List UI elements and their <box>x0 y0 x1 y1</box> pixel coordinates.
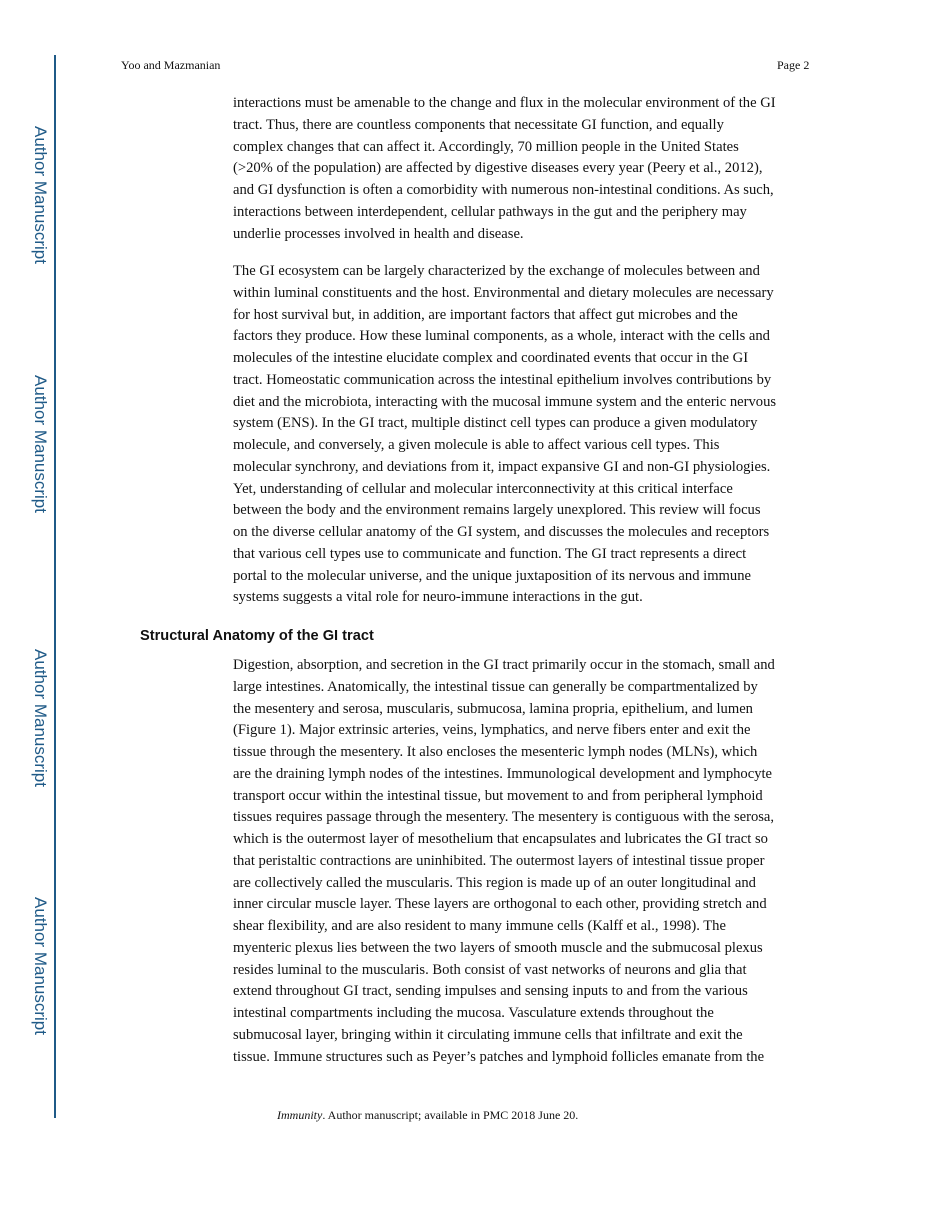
text-line: molecular synchrony, and deviations from it, impact expansive GI and non-GI physiologies. <box>233 458 771 475</box>
text-line: (>20% of the population) are affected by digestive diseases every year (Peery et al., 2012), <box>233 160 763 177</box>
footer-text: . Author manuscript; available in PMC 2018 June 20. <box>322 1108 579 1122</box>
page-number: Page 2 <box>777 58 810 72</box>
text-line: that various cell types use to communicate and function. The GI tract represents a direct <box>233 545 747 562</box>
paragraph-3 <box>233 655 775 1068</box>
text-line: system (ENS). In the GI tract, multiple distinct cell types can produce a given modulatory <box>233 415 758 432</box>
text-line: inner circular muscle layer. These layers are orthogonal to each other, providing stretch and <box>233 896 767 913</box>
text-line: systems suggests a vital role for neuro-immune interactions in the gut. <box>233 589 643 606</box>
text-line: factors they produce. How these luminal components, as a whole, interact with the cells and <box>233 328 770 345</box>
paragraph-2 <box>233 261 776 609</box>
text-line: The GI ecosystem can be largely characterized by the exchange of molecules between and <box>233 263 760 279</box>
text-line: between the body and the environment remains largely unexplored. This review will focus <box>233 502 761 519</box>
sidebar-label-text: Author Manuscript <box>31 897 50 1035</box>
footer-journal: Immunity <box>277 1108 323 1122</box>
text-line: tract. Homeostatic communication across the intestinal epithelium involves contributions by <box>233 371 772 388</box>
text-line: large intestines. Anatomically, the intestinal tissue can generally be compartmentalized by <box>233 678 758 695</box>
text-line: shear flexibility, and are also resident to many immune cells (Kalff et al., 1998). The <box>233 918 726 934</box>
text-line: tissues requires passage through the mesentery. The mesentery is contiguous with the serosa, <box>233 809 775 826</box>
text-line: are the draining lymph nodes of the intestines. Immunological development and lymphocyte <box>233 765 773 782</box>
sidebar-label-text: Author Manuscript <box>31 649 50 787</box>
text-line: underlie processes involved in health and disease. <box>233 225 524 242</box>
text-line: and GI dysfunction is often a comorbidity with numerous non-intestinal conditions. As such, <box>233 182 774 198</box>
text-line: (Figure 1). Major extrinsic arteries, veins, lymphatics, and nerve fibers enter and exit the <box>233 722 751 739</box>
text-line: on the diverse cellular anatomy of the GI system, and discusses the molecules and receptors <box>233 524 770 540</box>
text-line: tract. Thus, there are countless components that necessitate GI function, and equally <box>233 116 724 133</box>
text-line: molecule, and conversely, a given molecule is able to affect various cell types. This <box>233 437 720 453</box>
text-line: tissue through the mesentery. It also encloses the mesenteric lymph nodes (MLNs), which <box>233 744 758 760</box>
footer-citation <box>277 1108 578 1123</box>
text-line: the mesentery and serosa, muscularis, submucosa, lamina propria, epithelium, and lumen <box>233 700 753 717</box>
sidebar-label-text: Author Manuscript <box>31 375 50 513</box>
section-heading: Structural Anatomy of the GI tract <box>140 628 374 644</box>
text-line: molecules of the intestine elucidate complex and coordinated events that occur in the GI <box>233 350 749 366</box>
paragraph-1 <box>233 93 776 245</box>
text-line: Yet, understanding of cellular and molecular interconnectivity at this critical interface <box>233 480 733 497</box>
text-line: extend throughout GI tract, sending impulses and sensing inputs to and from the various <box>233 983 748 1000</box>
text-line: diet and the microbiota, interacting with the mucosal immune system and the enteric nervous <box>233 393 777 410</box>
text-line: resides luminal to the muscularis. Both consist of vast networks of neurons and glia that <box>233 961 747 978</box>
text-line: which is the outermost layer of mesothelium that encapsulates and lubricates the GI tract so <box>233 831 768 847</box>
text-line: within luminal constituents and the host. Environmental and dietary molecules are necessary <box>233 284 774 301</box>
margin-rule <box>54 55 56 1118</box>
text-line: transport occur within the intestinal tissue, but movement to and from peripheral lymphoid <box>233 787 763 804</box>
text-line: submucosal layer, bringing within it circulating immune cells that infiltrate and exit the <box>233 1026 743 1043</box>
text-line: that peristaltic contractions are uninhibited. The outermost layers of intestinal tissue proper <box>233 852 765 869</box>
text-line: portal to the molecular universe, and the unique juxtaposition of its nervous and immune <box>233 567 751 584</box>
text-line: are collectively called the muscularis. This region is made up of an outer longitudinal and <box>233 874 756 891</box>
text-line: tissue. Immune structures such as Peyer’s patches and lymphoid follicles emanate from the <box>233 1048 765 1065</box>
sidebar-label-text: Author Manuscript <box>31 126 50 264</box>
text-line: intestinal compartments including the mucosa. Vasculature extends throughout the <box>233 1005 714 1021</box>
text-line: Digestion, absorption, and secretion in the GI tract primarily occur in the stomach, small and <box>233 657 775 673</box>
text-line: interactions between interdependent, cellular pathways in the gut and the periphery may <box>233 203 747 220</box>
text-line: myenteric plexus lies between the two layers of smooth muscle and the submucosal plexus <box>233 939 763 956</box>
text-line: for host survival but, in addition, are important factors that affect gut microbes and the <box>233 306 738 323</box>
text-line: complex changes that can affect it. Accordingly, 70 million people in the United States <box>233 138 739 155</box>
running-header-authors: Yoo and Mazmanian <box>121 58 221 72</box>
text-line: interactions must be amenable to the change and flux in the molecular environment of the GI <box>233 95 776 111</box>
